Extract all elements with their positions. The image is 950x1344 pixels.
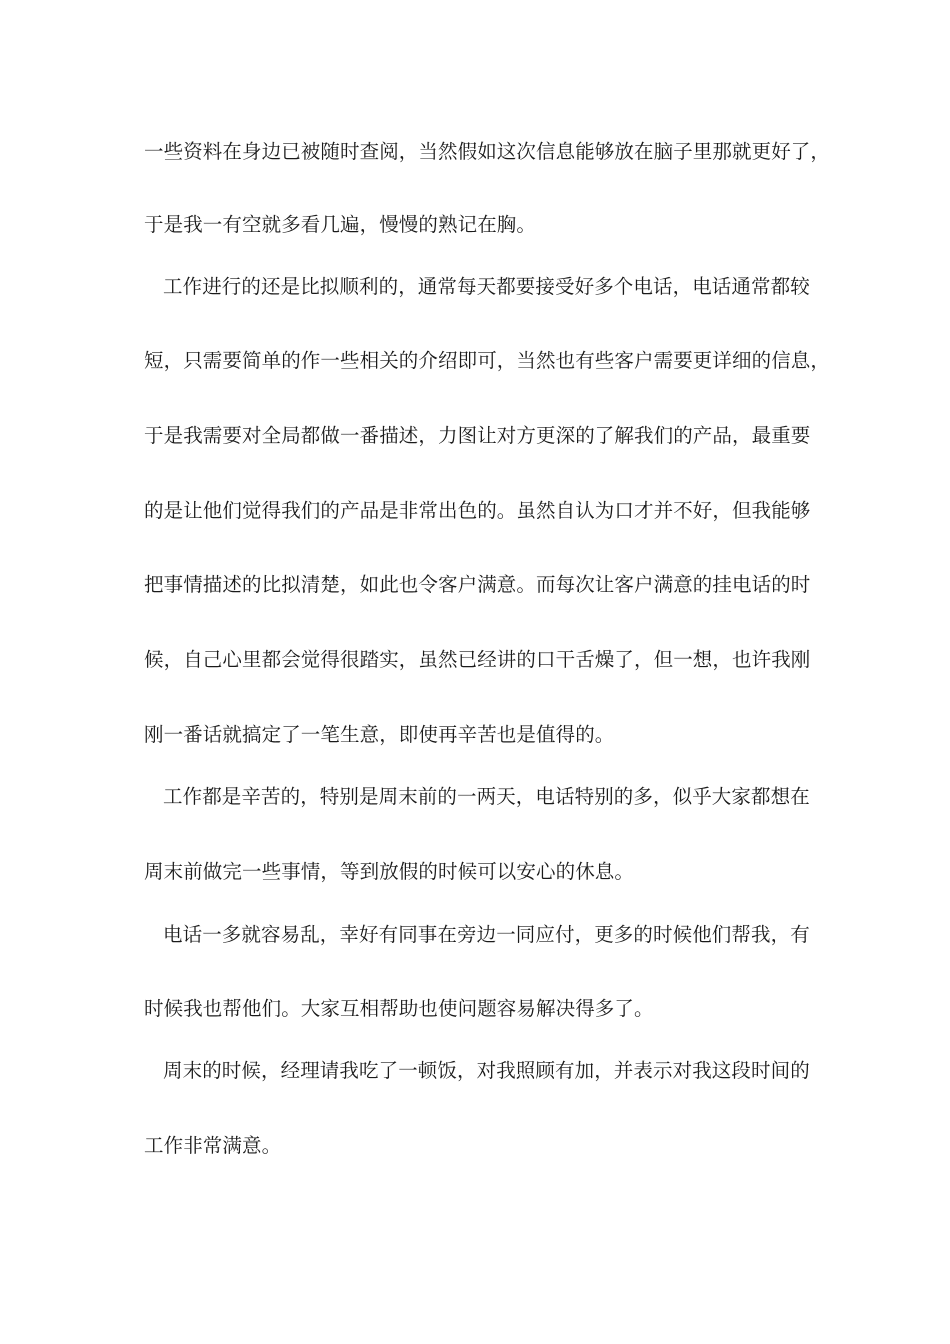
text-line-6: 的是让他们觉得我们的产品是非常出色的。虽然自认为口才并不好，但我能够 (144, 499, 811, 522)
text-line-15: 工作非常满意。 (144, 1134, 282, 1157)
text-line-13: 时候我也帮他们。大家互相帮助也使问题容易解决得多了。 (144, 997, 654, 1020)
paragraph-line-3: 工作进行的还是比拟顺利的，通常每天都要接受好多个电话，电话通常都较 (163, 275, 810, 298)
text-line-9: 刚一番话就搞定了一笔生意，即使再辛苦也是值得的。 (144, 723, 615, 746)
text-line-5: 于是我需要对全局都做一番描述，力图让对方更深的了解我们的产品，最重要 (144, 424, 811, 447)
text-line-4: 短，只需要简单的作一些相关的介绍即可，当然也有些客户需要更详细的信息， (144, 349, 831, 372)
paragraph-line-14: 周末的时候，经理请我吃了一顿饭，对我照顾有加，并表示对我这段时间的 (163, 1059, 810, 1082)
paragraph-line-10: 工作都是辛苦的，特别是周末前的一两天，电话特别的多，似乎大家都想在 (163, 785, 810, 808)
text-line-7: 把事情描述的比拟清楚，如此也令客户满意。而每次让客户满意的挂电话的时 (144, 573, 811, 596)
text-line-8: 候，自己心里都会觉得很踏实，虽然已经讲的口干舌燥了，但一想，也许我刚 (144, 648, 811, 671)
text-line-11: 周末前做完一些事情，等到放假的时候可以安心的休息。 (144, 860, 635, 883)
text-line-2: 于是我一有空就多看几遍，慢慢的熟记在胸。 (144, 213, 537, 236)
text-line-1: 一些资料在身边已被随时查阅，当然假如这次信息能够放在脑子里那就更好了， (144, 140, 831, 163)
paragraph-line-12: 电话一多就容易乱，幸好有同事在旁边一同应付，更多的时候他们帮我，有 (163, 923, 810, 946)
